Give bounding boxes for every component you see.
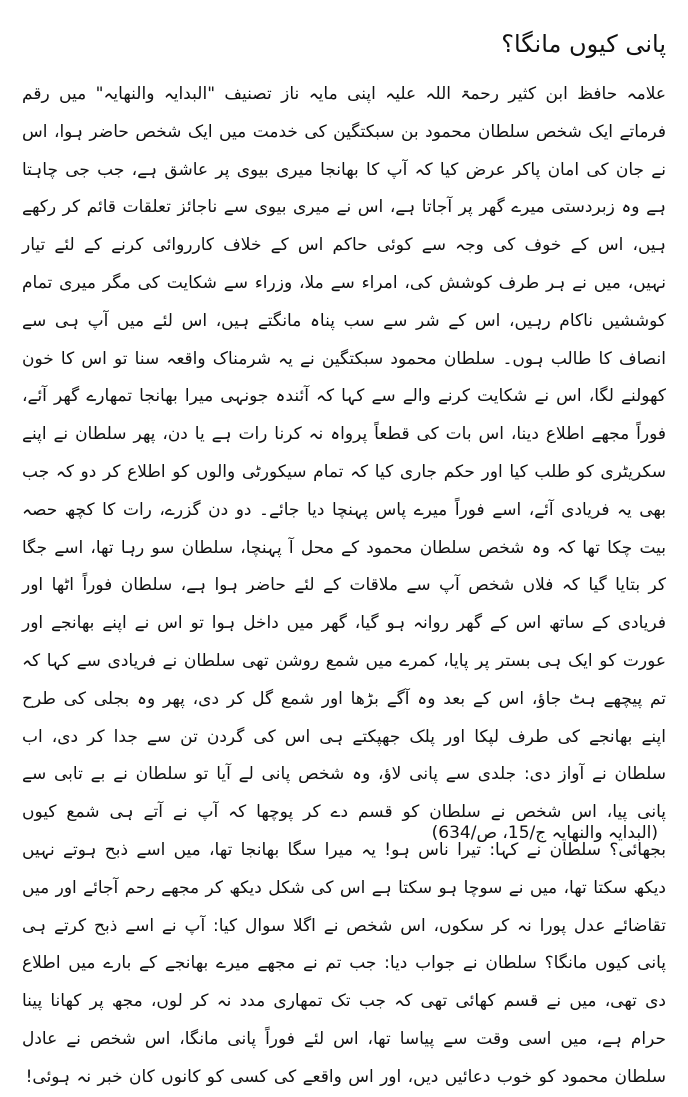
article-title: پانی کیوں مانگا؟ bbox=[501, 30, 666, 58]
source-citation: (البدایہ والنھایہ ج/15، ص/634) bbox=[431, 823, 658, 843]
article-body: علامہ حافظ ابن کثیر رحمۃ اللہ علیہ اپنی مایہ ناز تصنیف "البدایہ والنھایہ" میں رقم فرماتے ایک شخص سلطان محمود بن سبکتگین کی خدمت میں ایک شخص حاضر ہوا، اس نے جان کی امان پاکر عرض کیا کہ آپ کا بھانجا میری بیوی پر عاشق ہے، جب جی چاہتا ہے وہ زبردستی میرے گھر پر آجاتا ہے، اس نے میری بیوی سے ناجائز تعلقات قائم کر رکھے ہیں، اس کے خوف کی وجہ سے کوئی حاکم اس کے خلاف کارروائی کرنے کے لئے تیار نہیں، میں نے ہر طرف کوشش کی، امراء سے ملا، وزراء سے شکایت کی مگر میری تمام کوششیں ناکام رہیں، اس کے شر سے سب پناہ مانگتے ہیں، اس لئے میں آپ ہی سے انصاف کا طالب ہوں۔ سلطان محمود سبکتگین نے یہ شرمناک واقعہ سنا تو اس کا خون کھولنے لگا، اس نے شکایت کرنے والے سے کہا کہ آئندہ جونہی میرا بھانجا تمھارے گھر آئے، فوراً مجھے اطلاع دینا، اس بات کی قطعاً پرواہ نہ کرنا رات ہے یا دن، پھر سلطان نے اپنے سکریٹری کو طلب کیا اور حکم جاری کیا کہ تمام سیکورٹی والوں کو اطلاع کر دو کہ جب بھی یہ فریادی آئے، اسے فوراً میرے پاس پہنچا دیا جائے۔ دو دن گزرے، رات کا کچھ حصہ بیت چکا تھا کہ وہ شخص سلطان محمود کے محل آ پہنچا، سلطان سو رہا تھا، اسے جگا کر بتایا گیا کہ فلاں شخص آپ سے ملاقات کے لئے حاضر ہوا ہے، سلطان فوراً اٹھا اور فریادی کے ساتھ اس کے گھر روانہ ہو گیا، گھر میں داخل ہوا تو اس نے اپنے بھانجے اور عورت کو ایک ہی بستر پر پایا، کمرے میں شمع روشن تھی سلطان نے فریادی سے کہا کہ تم پیچھے ہٹ جاؤ، اس کے بعد وہ آگے بڑھا اور شمع گل کر دی، پھر وہ بجلی کی طرح اپنے بھانجے کی طرف لپکا اور پلک جھپکتے ہی اس کی گردن تن سے جدا کر دی، اب سلطان نے آواز دی: جلدی سے پانی لاؤ، وہ شخص پانی لے آیا تو سلطان نے بے تابی سے پانی پیا، اس شخص نے سلطان کو قسم دے کر پوچھا کہ آپ نے آتے ہی شمع کیوں بجھائی؟ سلطان نے کہا: تیرا ناس ہو! یہ میرا سگا بھانجا تھا، میں اسے ذبح ہوتے نہیں دیکھ سکتا تھا، میں نے سوچا ہو سکتا ہے اس کی شکل دیکھ کر مجھے رحم آجائے اور میں تقاضائے عدل پورا نہ کر سکوں، اس شخص نے اگلا سوال کیا: آپ نے اسے ذبح کرتے ہی پانی کیوں مانگا؟ سلطان نے جواب دیا: جب تم نے مجھے میرے بھانجے کے بارے میں اطلاع دی تھی، میں نے قسم کھائی تھی کہ جب تک تمھاری مدد نہ کر لوں، مجھ پر کھانا پینا حرام ہے، میں اسی وقت سے پیاسا تھا، اس لئے فوراً پانی مانگا، اس شخص نے عادل سلطان محمود کو خوب دعائیں دیں، اور اس واقعے کی کسی کو کانوں کان خبر نہ ہوئی! bbox=[22, 84, 666, 1087]
